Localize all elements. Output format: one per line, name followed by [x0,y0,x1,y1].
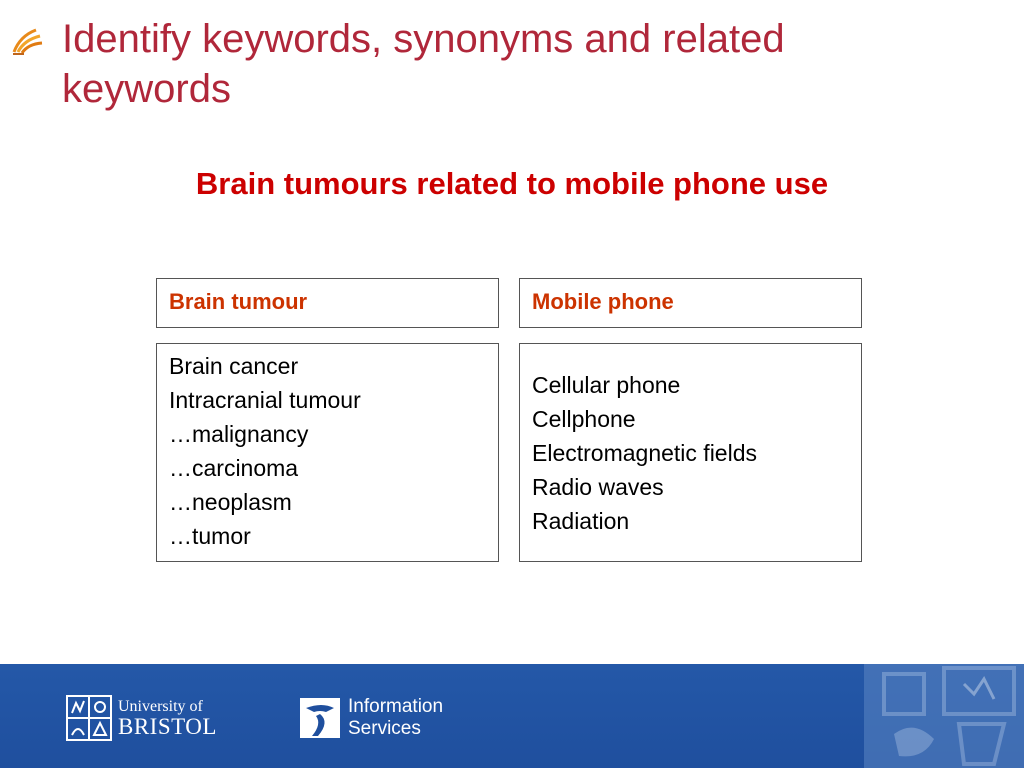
slide-subtitle: Brain tumours related to mobile phone use [195,166,829,201]
bullet-flame-icon [10,26,44,56]
keyword-item: Intracranial tumour [169,387,361,413]
is-logo-line2: Services [348,718,421,739]
bristol-logo-line1: University of [118,697,203,715]
keyword-item: …tumor [169,523,251,549]
keyword-item: …malignancy [169,421,309,447]
keyword-item: Brain cancer [169,353,299,379]
keyword-item: Cellphone [532,406,636,432]
keyword-item: Radiation [532,508,630,534]
is-logo-line1: Information [348,696,444,717]
bristol-logo-line2: BRISTOL [118,713,217,739]
information-services-icon [300,698,340,738]
keyword-item: Electromagnetic fields [532,440,757,466]
column-heading-brain-tumour: Brain tumour [156,278,499,328]
keyword-item: …neoplasm [169,489,292,515]
bristol-crest-icon [66,695,112,741]
column-heading-mobile-phone: Mobile phone [519,278,862,328]
university-of-bristol-logo [66,694,217,742]
keyword-item: …carcinoma [169,455,299,481]
keyword-item: Radio waves [532,474,664,500]
footer-bar [0,664,1024,768]
keyword-list-brain-tumour [156,343,499,562]
keyword-item: Cellular phone [532,372,681,398]
information-services-logo [300,696,443,740]
slide-title: Identify keywords, synonyms and related keywords [62,17,785,111]
decorative-crest-art [864,664,1024,768]
keyword-list-mobile-phone [519,343,862,562]
